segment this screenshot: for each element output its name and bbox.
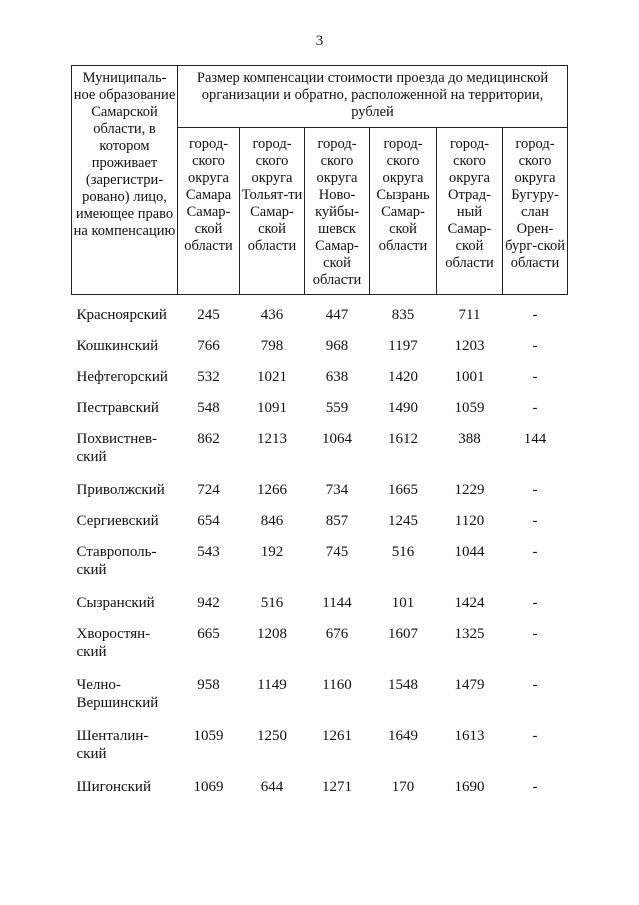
column-header-otradny: город-ского округа Отрад-ный Самар-ской области xyxy=(437,128,503,295)
table-cell: 958 xyxy=(197,677,220,693)
compensation-group-header-text: Размер компенсации стоимости проезда до медицинской организации и обратно, расположенной на территории, рублей xyxy=(196,70,549,120)
table-cell: 1665 xyxy=(388,482,418,498)
table-cell: 1208 xyxy=(257,626,287,642)
column-header-syzran: город-ского округа Сызрань Самар-ской области xyxy=(370,128,437,295)
table-row xyxy=(72,326,568,357)
table-cell: 1059 xyxy=(454,400,485,416)
table-cell: 1144 xyxy=(322,595,352,611)
municipality-name: Похвистнев-ский xyxy=(76,431,158,465)
table-cell: 559 xyxy=(325,400,349,416)
table-cell: 516 xyxy=(391,544,415,560)
table-cell: 968 xyxy=(325,338,349,354)
table-cell: 1325 xyxy=(454,626,485,642)
table-cell: 1091 xyxy=(257,400,287,416)
table-cell: 1160 xyxy=(322,677,352,693)
table-row xyxy=(72,388,568,419)
table-row xyxy=(72,767,568,798)
table-cell: 1064 xyxy=(322,431,352,447)
table-cell: 798 xyxy=(260,338,284,354)
table-row xyxy=(72,419,568,470)
table-cell: 1479 xyxy=(454,677,485,693)
table-cell: 1197 xyxy=(388,338,418,354)
table-cell: 1271 xyxy=(322,779,352,795)
table-cell: 1548 xyxy=(388,677,418,693)
municipality-column-header xyxy=(72,66,178,295)
municipality-name: Приволжский xyxy=(76,482,165,498)
table-cell: 1261 xyxy=(322,728,352,744)
table-row xyxy=(72,583,568,614)
compensation-table xyxy=(71,65,568,798)
table-cell: 548 xyxy=(197,400,220,416)
table-cell: 192 xyxy=(260,544,284,560)
municipality-name: Ставрополь-ский xyxy=(76,544,157,578)
table-cell: - xyxy=(532,513,538,529)
table-cell: - xyxy=(532,338,538,354)
table-cell: 745 xyxy=(325,544,349,560)
table-cell: 436 xyxy=(260,307,284,323)
table-row xyxy=(72,716,568,767)
table-cell: 144 xyxy=(523,431,547,447)
table-cell: - xyxy=(532,677,538,693)
table-row xyxy=(72,470,568,501)
table-cell: 1059 xyxy=(193,728,224,744)
table-cell: - xyxy=(532,369,538,385)
municipality-name: Сергиевский xyxy=(76,513,159,529)
table-cell: 1649 xyxy=(388,728,418,744)
table-cell: 1266 xyxy=(257,482,287,498)
table-cell: 846 xyxy=(260,513,284,529)
table-cell: 543 xyxy=(197,544,220,560)
table-row xyxy=(72,295,568,327)
table-cell: 1420 xyxy=(388,369,418,385)
table-cell: 1613 xyxy=(454,728,485,744)
table-row xyxy=(72,501,568,532)
column-header-novokuibyshevsk: город-ского округа Ново-куйбы-шевск Самар-ской области xyxy=(305,128,370,295)
table-cell: - xyxy=(532,307,538,323)
table-cell: 734 xyxy=(325,482,349,498)
table-cell: 1490 xyxy=(388,400,418,416)
municipality-name: Челно-Вершинский xyxy=(76,677,159,711)
municipality-name: Нефтегорский xyxy=(76,369,168,385)
table-cell: 1203 xyxy=(454,338,485,354)
table-cell: 644 xyxy=(260,779,284,795)
column-header-buguruslan: город-ского округа Бугуру-слан Орен-бург-ской области xyxy=(503,128,568,295)
table-header xyxy=(72,66,568,295)
table-cell: - xyxy=(532,482,538,498)
table-cell: 1607 xyxy=(388,626,418,642)
column-header-samara: город-ского округа Самара Самар-ской области xyxy=(178,128,240,295)
table-cell: 665 xyxy=(197,626,220,642)
municipality-name: Кошкинский xyxy=(76,338,159,354)
table-row xyxy=(72,532,568,583)
table-cell: 1229 xyxy=(454,482,485,498)
table-cell: - xyxy=(532,595,538,611)
table-cell: 1044 xyxy=(454,544,485,560)
table-cell: 654 xyxy=(197,513,220,529)
table-cell: 1245 xyxy=(388,513,418,529)
table-cell: 532 xyxy=(197,369,220,385)
municipality-name: Шигонский xyxy=(76,779,151,795)
table-cell: 1690 xyxy=(454,779,485,795)
table-cell: 835 xyxy=(391,307,415,323)
municipality-name: Шенталин-ский xyxy=(76,728,149,762)
table-cell: 447 xyxy=(325,307,349,323)
table-row xyxy=(72,357,568,388)
table-cell: 1069 xyxy=(193,779,224,795)
table-cell: 862 xyxy=(197,431,220,447)
table-cell: 676 xyxy=(325,626,349,642)
table-cell: 245 xyxy=(197,307,220,323)
table-cell: 857 xyxy=(325,513,349,529)
table-cell: 724 xyxy=(197,482,220,498)
municipality-name: Красноярский xyxy=(76,307,167,323)
table-cell: 766 xyxy=(197,338,220,354)
table-cell: 1149 xyxy=(257,677,287,693)
column-header-tolyatti: город-ского округа Тольят-ти Самар-ской области xyxy=(240,128,305,295)
table-cell: 1001 xyxy=(454,369,485,385)
municipality-name: Хворостян-ский xyxy=(76,626,151,660)
table-cell: - xyxy=(532,544,538,560)
compensation-group-header xyxy=(178,66,568,128)
table-cell: - xyxy=(532,626,538,642)
table-cell: 170 xyxy=(391,779,415,795)
table-cell: - xyxy=(532,400,538,416)
table-body xyxy=(72,295,568,799)
table-cell: 1213 xyxy=(257,431,287,447)
page-number: 3 xyxy=(315,33,324,49)
table-cell: 516 xyxy=(260,595,284,611)
table-cell: 638 xyxy=(325,369,349,385)
table-cell: - xyxy=(532,779,538,795)
table-cell: 942 xyxy=(197,595,220,611)
table-cell: - xyxy=(532,728,538,744)
municipality-column-header-text: Муниципаль-ное образование Самарской области, в котором проживает (зарегистри-ровано) лицо, имеющее право на компенсацию xyxy=(73,70,176,239)
table-cell: 1612 xyxy=(388,431,418,447)
table-cell: 388 xyxy=(458,431,481,447)
table-cell: 1424 xyxy=(454,595,485,611)
municipality-name: Пестравский xyxy=(76,400,159,416)
table-cell: 1021 xyxy=(257,369,287,385)
table-cell: 711 xyxy=(458,307,481,323)
table-row xyxy=(72,665,568,716)
municipality-name: Сызранский xyxy=(76,595,155,611)
table-row xyxy=(72,614,568,665)
table-cell: 101 xyxy=(391,595,415,611)
table-cell: 1120 xyxy=(454,513,485,529)
table-cell: 1250 xyxy=(257,728,287,744)
